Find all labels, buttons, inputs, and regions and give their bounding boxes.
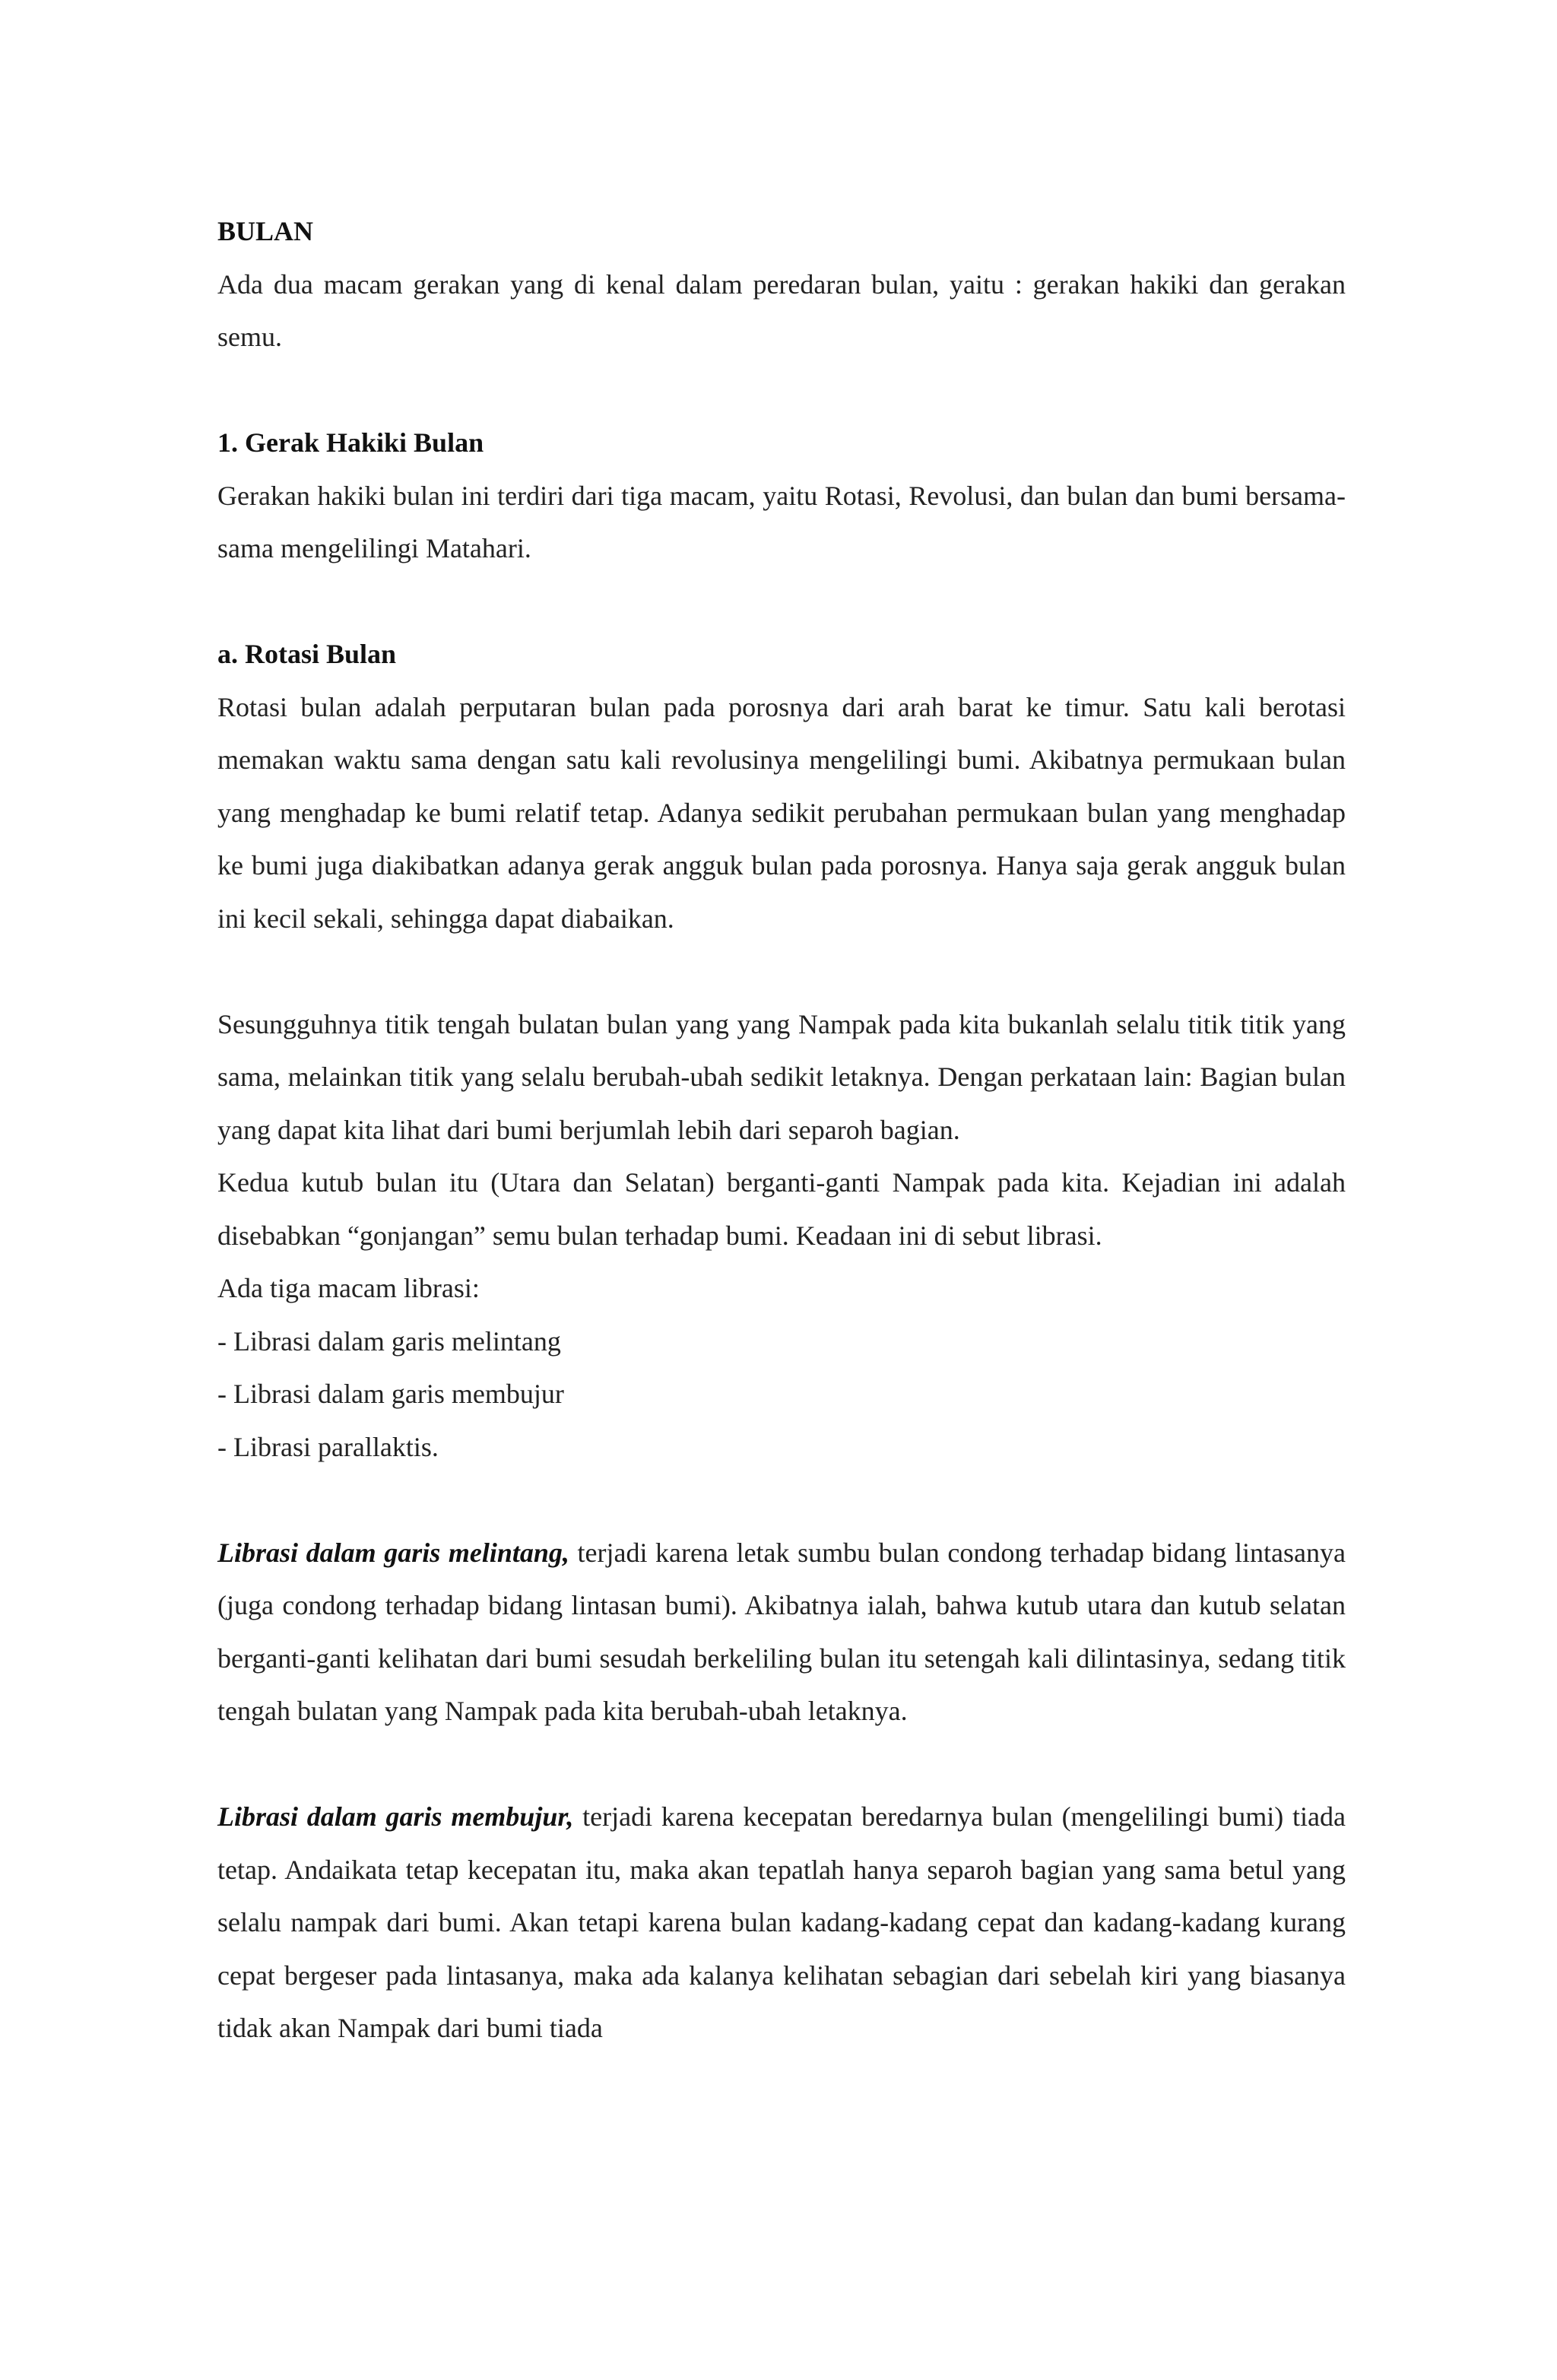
spacer xyxy=(217,1738,1346,1791)
librasi-melintang-lead: Librasi dalam garis melintang, xyxy=(217,1537,569,1568)
librasi-list-item: - Librasi parallaktis. xyxy=(217,1431,439,1462)
librasi-membujur-lead: Librasi dalam garis membujur, xyxy=(217,1801,574,1832)
librasi-melintang-paragraph xyxy=(217,1527,1346,1738)
librasi-membujur-text: terjadi karena kecepatan beredarnya bulan (mengelilingi bumi) tiada tetap. Andaikata tetap kecepatan itu, maka akan tepatlah hanya separoh bagian yang sama betul yang selalu nampak dari bumi. Akan tetapi karena bulan kadang-kadang cepat dan kadang-kadang kurang cepat bergeser pada lintasanya, maka ada kalanya kelihatan sebagian dari sebelah kiri yang biasanya tidak akan Nampak dari bumi tiada xyxy=(217,1801,1346,2043)
spacer xyxy=(217,1474,1346,1527)
section-1-heading: 1. Gerak Hakiki Bulan xyxy=(217,427,484,458)
document-title: BULAN xyxy=(217,216,314,246)
librasi-membujur-paragraph xyxy=(217,1791,1346,2055)
spacer xyxy=(217,945,1346,998)
librasi-list-item: - Librasi dalam garis melintang xyxy=(217,1325,561,1357)
document-body xyxy=(217,205,1346,2055)
kutub-paragraph: Kedua kutub bulan itu (Utara dan Selatan) berganti-ganti Nampak pada kita. Kejadian ini adalah disebabkan “gonjangan” semu bulan terhadap bumi. Keadaan ini di sebut librasi. xyxy=(217,1167,1346,1251)
titik-tengah-paragraph: Sesungguhnya titik tengah bulatan bulan yang yang Nampak pada kita bukanlah selalu titik titik yang sama, melainkan titik yang selalu berubah-ubah sedikit letaknya. Dengan perkataan lain: Bagian bulan yang dapat kita lihat dari bumi berjumlah lebih dari separoh bagian. xyxy=(217,1008,1346,1145)
librasi-intro: Ada tiga macam librasi: xyxy=(217,1273,480,1303)
spacer xyxy=(217,364,1346,417)
rotasi-paragraph: Rotasi bulan adalah perputaran bulan pada porosnya dari arah barat ke timur. Satu kali berotasi memakan waktu sama dengan satu kali revolusinya mengelilingi bumi. Akibatnya permukaan bulan yang menghadap ke bumi relatif tetap. Adanya sedikit perubahan permukaan bulan yang menghadap ke bumi juga diakibatkan adanya gerak angguk bulan pada porosnya. Hanya saja gerak angguk bulan ini kecil sekali, sehingga dapat diabaikan. xyxy=(217,691,1346,934)
subsection-a-heading: a. Rotasi Bulan xyxy=(217,639,397,669)
spacer xyxy=(217,576,1346,629)
librasi-list xyxy=(217,1315,1346,1474)
librasi-list-item: - Librasi dalam garis membujur xyxy=(217,1379,564,1409)
librasi-melintang-text: terjadi karena letak sumbu bulan condong terhadap bidang lintasanya (juga condong terhadap bidang lintasan bumi). Akibatnya ialah, bahwa kutub utara dan kutub selatan berganti-ganti kelihatan dari bumi sesudah berkeliling bulan itu setengah kali dilintasinya, sedang titik tengah bulatan yang Nampak pada kita berubah-ubah letaknya. xyxy=(217,1537,1346,1726)
section-1-paragraph: Gerakan hakiki bulan ini terdiri dari tiga macam, yaitu Rotasi, Revolusi, dan bulan dan bumi bersama-sama mengelilingi Matahari. xyxy=(217,480,1346,563)
intro-paragraph: Ada dua macam gerakan yang di kenal dalam peredaran bulan, yaitu : gerakan hakiki dan gerakan semu. xyxy=(217,268,1346,352)
